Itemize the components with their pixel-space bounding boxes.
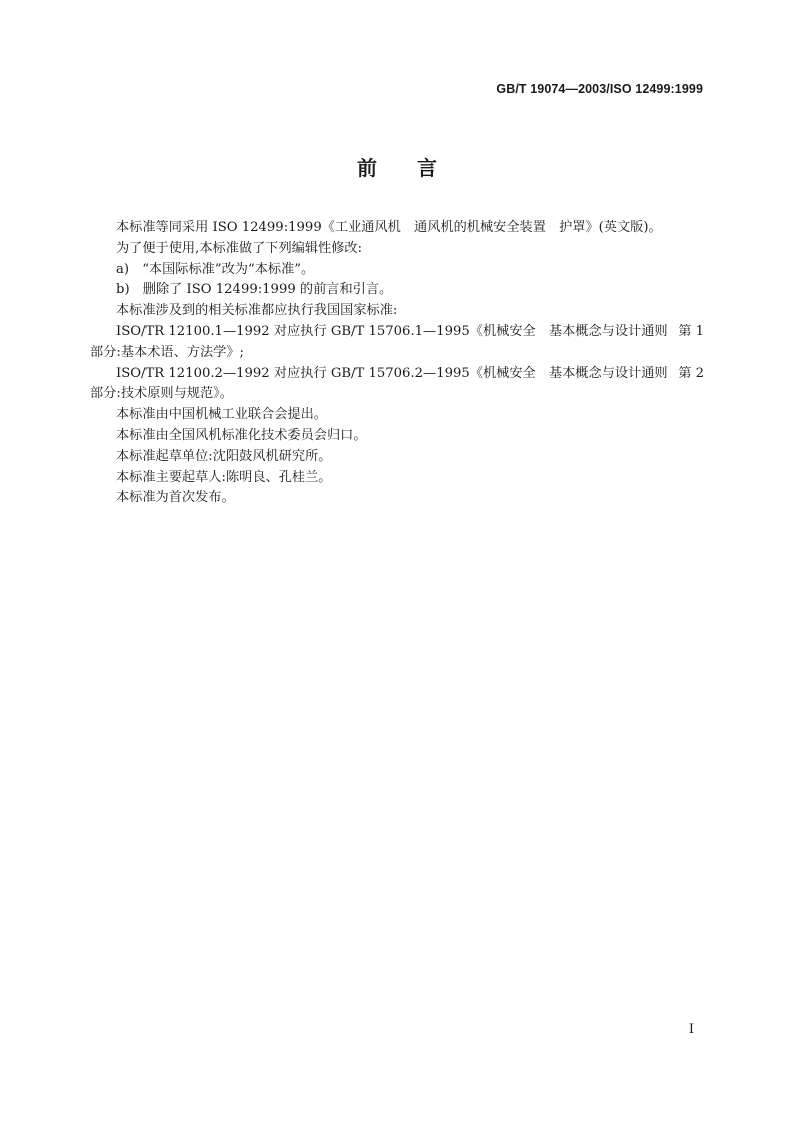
paragraph-iso-12100-1-cont: 部分:基本术语、方法学》; [90, 344, 244, 360]
paragraph-related-standards: 本标准涉及到的相关标准都应执行我国国家标准: [116, 303, 398, 319]
list-item-b: b) 删除了 ISO 12499:1999 的前言和引言。 [116, 282, 393, 298]
paragraph-iso-12100-2-part: 第 2 [678, 365, 704, 381]
foreword-body [90, 218, 704, 509]
paragraph-editorial-intro: 为了便于使用,本标准做了下列编辑性修改: [116, 240, 363, 256]
paragraph-first-release: 本标准为首次发布。 [116, 490, 235, 506]
page-number: I [688, 1022, 694, 1037]
paragraph-iso-12100-2 [90, 364, 704, 385]
paragraph-adoption: 本标准等同采用 ISO 12499:1999《工业通风机 通风机的机械安全装置 护罩》(英文版)。 [116, 220, 662, 235]
paragraph-drafting-unit: 本标准起草单位:沈阳鼓风机研究所。 [116, 448, 332, 464]
paragraph-iso-12100-1-part: 第 1 [678, 323, 704, 339]
paragraph-iso-12100-2-cont: 部分:技术原则与规范》。 [90, 386, 233, 402]
paragraph-administrator: 本标准由全国风机标准化技术委员会归口。 [116, 427, 367, 443]
paragraph-iso-12100-1-text: ISO/TR 12100.1—1992 对应执行 GB/T 15706.1—1995《机械安全 基本概念与设计通则 [116, 323, 668, 339]
paragraph-iso-12100-1 [90, 322, 704, 343]
paragraph-drafters: 本标准主要起草人:陈明良、孔桂兰。 [116, 469, 332, 485]
paragraph-proposer: 本标准由中国机械工业联合会提出。 [116, 407, 327, 423]
standard-code-header: GB/T 19074—2003/ISO 12499:1999 [496, 82, 703, 96]
page-title: 前言 [357, 156, 477, 180]
paragraph-iso-12100-2-text: ISO/TR 12100.2—1992 对应执行 GB/T 15706.2—1995《机械安全 基本概念与设计通则 [116, 365, 668, 381]
list-item-a: a) “本国际标准”改为“本标准”。 [116, 261, 315, 277]
